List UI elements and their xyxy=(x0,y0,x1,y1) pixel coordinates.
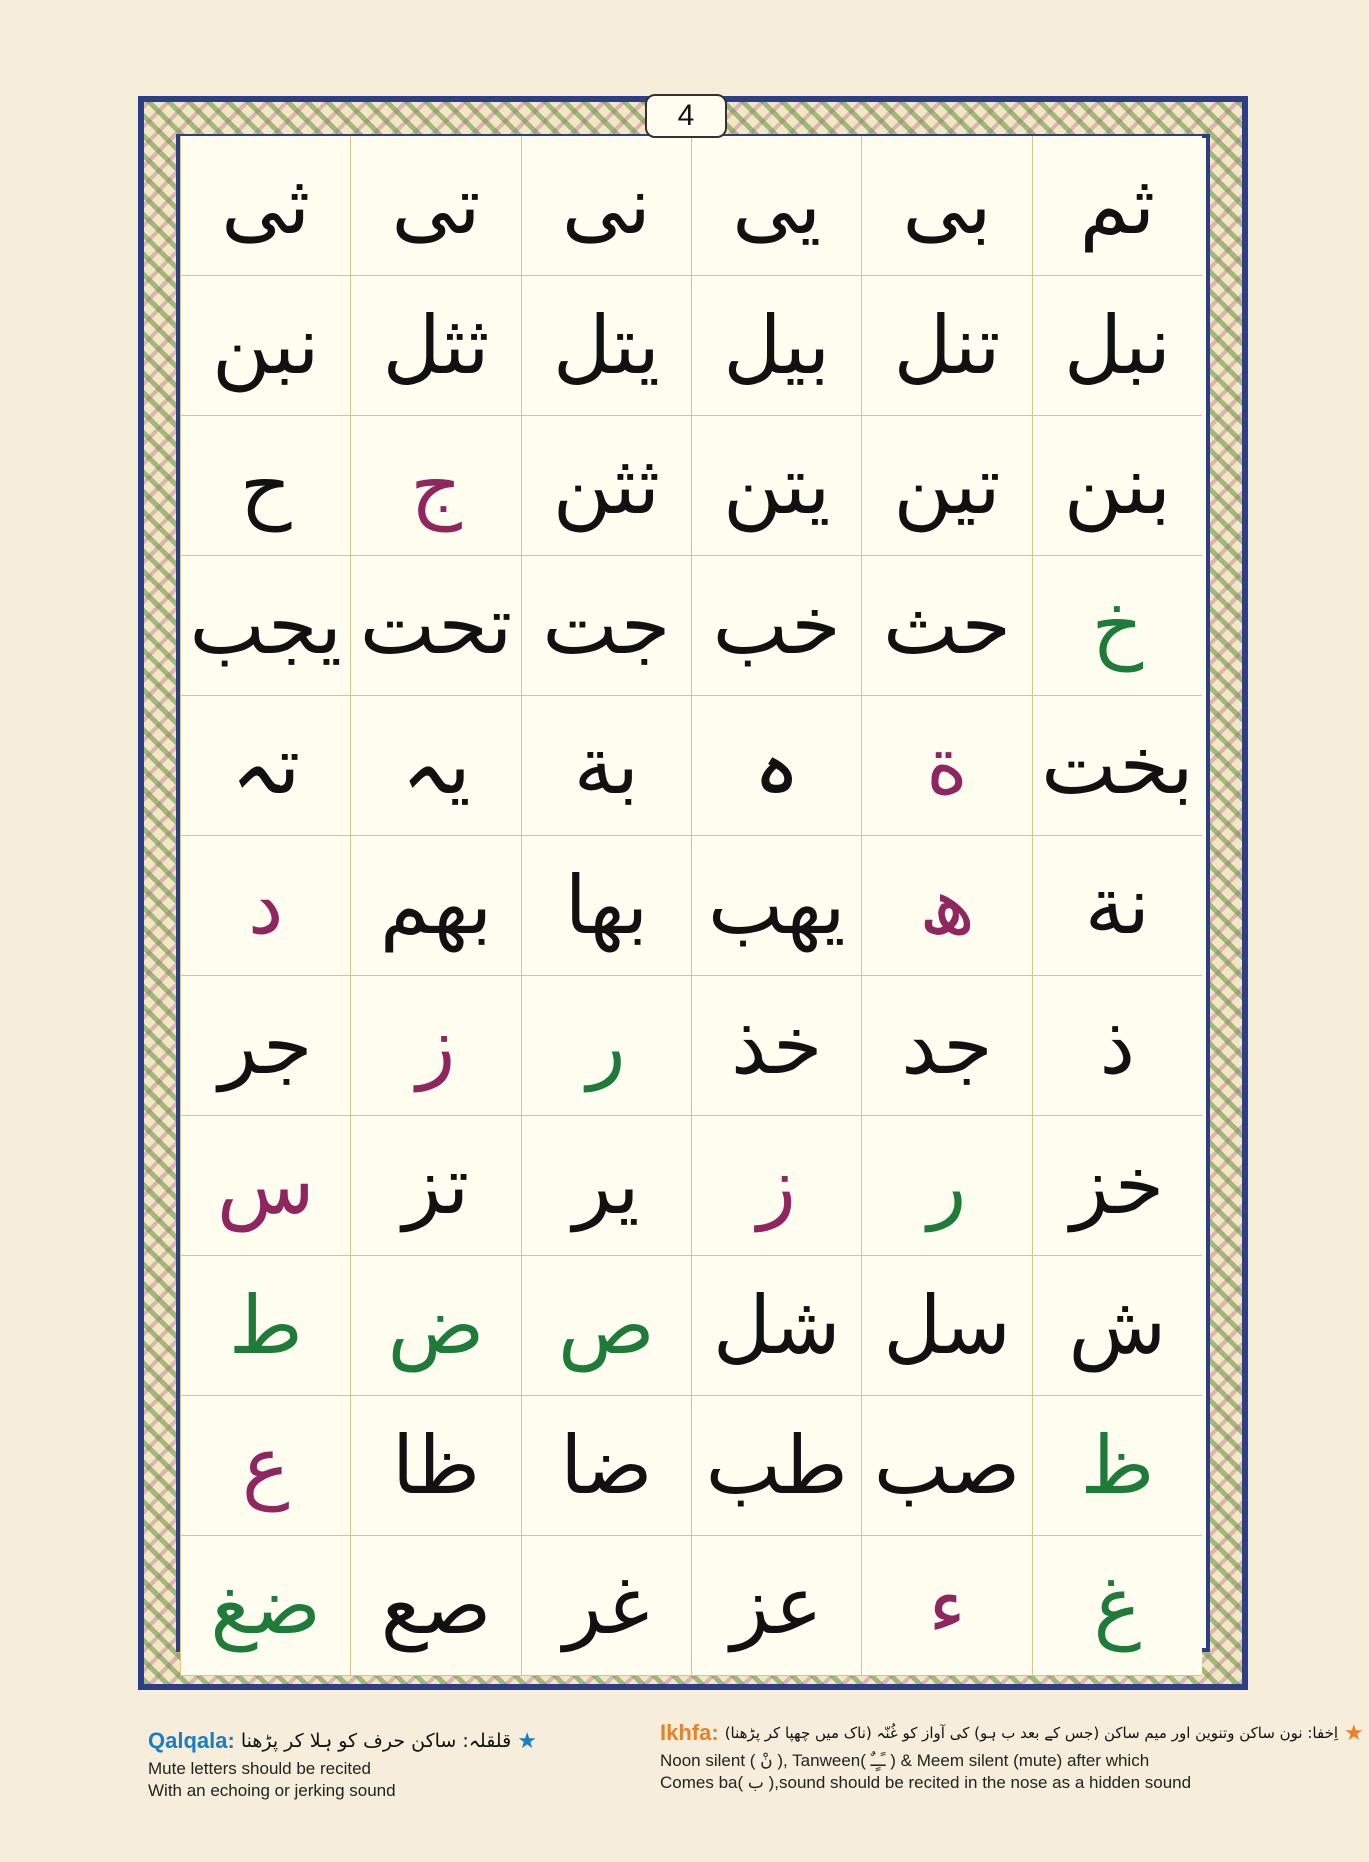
letter-cell: س xyxy=(180,1116,350,1256)
letter-cell: ح xyxy=(180,416,350,556)
page-number: 4 xyxy=(645,94,727,138)
letter-cell: بھم xyxy=(350,836,520,976)
letter-cell: بخت xyxy=(1032,696,1202,836)
letter-cell: صب xyxy=(861,1396,1031,1536)
letters-grid xyxy=(180,136,1202,1676)
letter-cell: خز xyxy=(1032,1116,1202,1256)
letter-cell: ر xyxy=(521,976,691,1116)
letter-cell: یی xyxy=(691,136,861,276)
letter-cell: ص xyxy=(521,1256,691,1396)
letter-cell: تحت xyxy=(350,556,520,696)
star-icon: ★ xyxy=(1344,1720,1364,1746)
letter-cell: ض xyxy=(350,1256,520,1396)
letter-cell: یھب xyxy=(691,836,861,976)
letter-cell: د xyxy=(180,836,350,976)
letter-cell: ط xyxy=(180,1256,350,1396)
letter-cell: بی xyxy=(861,136,1031,276)
letter-cell: تی xyxy=(350,136,520,276)
letter-cell: ھ xyxy=(861,836,1031,976)
letter-cell: تین xyxy=(861,416,1031,556)
letter-cell: ظ xyxy=(1032,1396,1202,1536)
qalqala-description: Mute letters should be recited With an echoing or jerking sound xyxy=(148,1759,396,1800)
letter-cell: ع xyxy=(180,1396,350,1536)
letter-cell: بة xyxy=(521,696,691,836)
letter-cell: ضغ xyxy=(180,1536,350,1676)
letter-cell: ثی xyxy=(180,136,350,276)
letter-cell: تز xyxy=(350,1116,520,1256)
ikhfa-description: Noon silent ( نْ ), Tanween( ـًـٍـٌ ) & Meem silent (mute) after which Comes ba( ب ),sound should be recited in the nose as a hidden sound xyxy=(660,1751,1192,1792)
ikhfa-label: Ikhfa: xyxy=(660,1720,719,1745)
letter-cell: ذ xyxy=(1032,976,1202,1116)
letter-cell: خذ xyxy=(691,976,861,1116)
letter-cell: یر xyxy=(521,1116,691,1256)
letter-cell: یتن xyxy=(691,416,861,556)
letter-cell: ثثل xyxy=(350,276,520,416)
letter-cell: بیل xyxy=(691,276,861,416)
letter-cell: خب xyxy=(691,556,861,696)
letter-cell: نبن xyxy=(180,276,350,416)
letter-cell: تہ xyxy=(180,696,350,836)
letter-cell: ش xyxy=(1032,1256,1202,1396)
letter-cell: صع xyxy=(350,1536,520,1676)
letter-cell: غ xyxy=(1032,1536,1202,1676)
qalqala-note xyxy=(148,1728,537,1802)
qalqala-urdu: قلقلہ: ساکن حرف کو ہلا کر پڑھنا xyxy=(240,1730,512,1752)
letter-cell: یہ xyxy=(350,696,520,836)
letter-cell: سل xyxy=(861,1256,1031,1396)
letter-cell: ہ xyxy=(691,696,861,836)
qalqala-label: Qalqala: xyxy=(148,1728,235,1753)
ikhfa-urdu: اِخفا: نون ساکن وتنوین اور میم ساکن (جس کے بعد ب ہو) کی آواز کو غُنّہ (ناک میں چھپا کر پڑھنا) xyxy=(724,1724,1339,1742)
letter-cell: ء xyxy=(861,1536,1031,1676)
letter-cell: جد xyxy=(861,976,1031,1116)
letter-cell: ثثن xyxy=(521,416,691,556)
letter-cell: ج xyxy=(350,416,520,556)
letter-cell: نی xyxy=(521,136,691,276)
letter-cell: ر xyxy=(861,1116,1031,1256)
letter-cell: ضا xyxy=(521,1396,691,1536)
letter-cell: جر xyxy=(180,976,350,1116)
letter-cell: عز xyxy=(691,1536,861,1676)
letter-cell: بنن xyxy=(1032,416,1202,556)
letter-cell: ز xyxy=(350,976,520,1116)
letter-cell: تنل xyxy=(861,276,1031,416)
letter-cell: جت xyxy=(521,556,691,696)
letter-cell: غر xyxy=(521,1536,691,1676)
letter-cell: شل xyxy=(691,1256,861,1396)
letter-cell: طب xyxy=(691,1396,861,1536)
letter-cell: حث xyxy=(861,556,1031,696)
star-icon: ★ xyxy=(517,1728,537,1754)
letter-cell: خ xyxy=(1032,556,1202,696)
letter-cell: ثم xyxy=(1032,136,1202,276)
letter-cell: ظا xyxy=(350,1396,520,1536)
letter-cell: نبل xyxy=(1032,276,1202,416)
letter-cell: ز xyxy=(691,1116,861,1256)
letter-cell: یجب xyxy=(180,556,350,696)
letter-cell: ة xyxy=(861,696,1031,836)
letter-cell: بھا xyxy=(521,836,691,976)
ikhfa-note xyxy=(660,1720,1364,1794)
letter-cell: نة xyxy=(1032,836,1202,976)
letter-cell: یتل xyxy=(521,276,691,416)
